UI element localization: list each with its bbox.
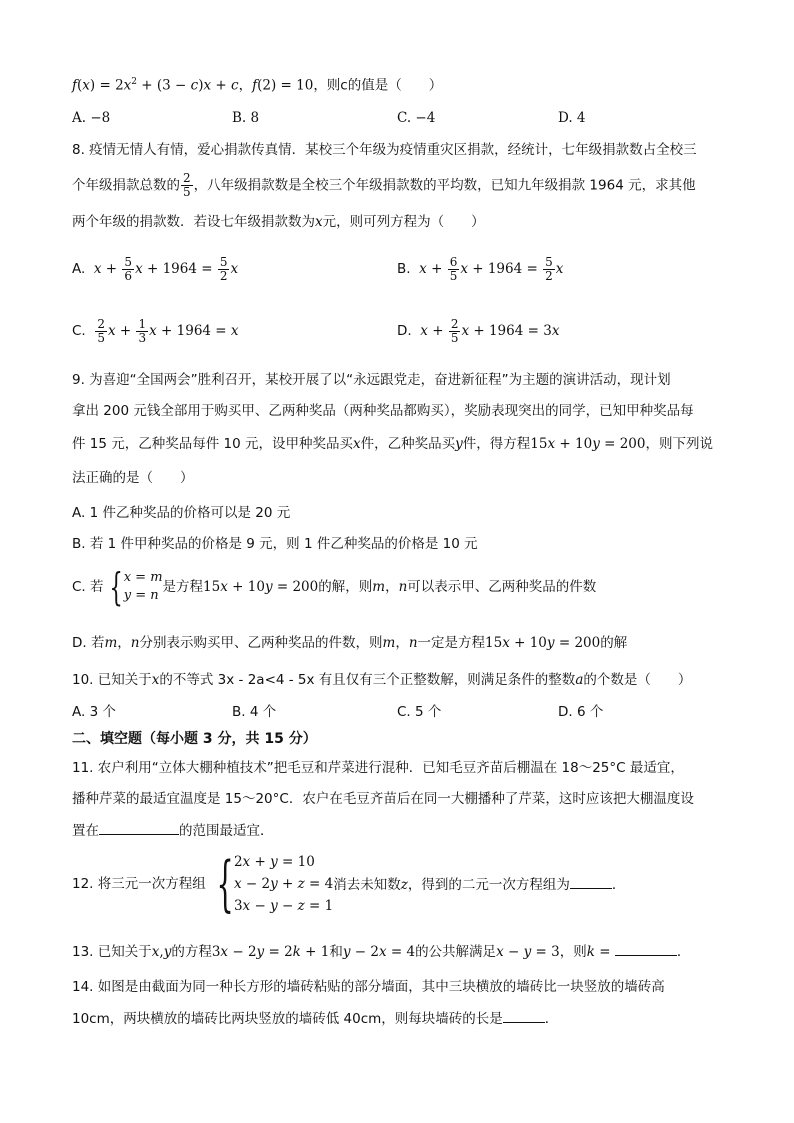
q7-option-c[interactable]: C. −4 (397, 110, 436, 126)
q8-option-b-label: B. (397, 261, 411, 277)
q9-line2: 拿出 200 元钱全部用于购买甲、乙两种奖品（两种奖品都购买），奖励表现突出的同学，已知甲种奖品每 (72, 403, 694, 419)
q8-line3: 两个年级的捐款数．若设七年级捐款数为x元，则可列方程为（ ） (72, 214, 485, 230)
q10-stem-mid: 的不等式 3x - 2a<4 - 5x 有且仅有三个正整数解，则满足条件的整数 (159, 672, 576, 688)
q13-stem-end: ． (676, 944, 691, 960)
q14-line2-post: ． (544, 1011, 559, 1027)
q10-stem: 10. 已知关于x的不等式 3x - 2a<4 - 5x 有且仅有三个正整数解，则满足条件的整数a的个数是（ ） (72, 672, 692, 688)
q7-stem: $f(x) = 2x^2 + (3 - c)x + c$，f(2) = 10，则c的值是（ ） (72, 77, 443, 94)
q9-line3-b: 件，乙种奖品买 (360, 436, 456, 452)
q8-line2 (72, 172, 696, 199)
q9-line3: 件 15 元，乙种奖品每件 10 元，设甲种奖品买x件，乙种奖品买y件，得方程15x + 10y = 200，则下列说 (72, 436, 713, 452)
q10-option-d[interactable]: D. 6 个 (558, 704, 604, 720)
q7-stem-tail: ，则c的值是（ ） (313, 77, 443, 94)
q8-line2-pre: 个年级捐款总数的 (72, 177, 180, 194)
q8-line2-post: ，八年级捐款数是全校三个年级捐款数的平均数，已知九年级捐款 1964 元，求其他 (193, 177, 696, 194)
q12-stem-pre: 12. 将三元一次方程组 (72, 876, 206, 892)
q9-option-c-mid: 是方程 (162, 579, 204, 595)
q10-stem-pre: 10. 已知关于 (72, 672, 152, 688)
q9-option-c-post1: 的解，则 (318, 579, 373, 595)
q8-option-a-label: A. (72, 261, 86, 277)
q12-stem-post-a: 消去未知数 (333, 876, 401, 893)
q13-stem: 13. 已知关于x,y的方程3x − 2y = 2k + 1和y − 2x = 4的公共解满足x − y = 3，则k = ． (72, 941, 690, 962)
q8-line1: 8. 疫情无情人有情，爱心捐款传真情．某校三个年级为疫情重灾区捐款，经统计，七年级捐款数占全校三 (72, 142, 697, 158)
q14-line1: 14. 如图是由截面为同一种长方形的墙砖粘贴的部分墙面，其中三块横放的墙砖比一块竖放的墙砖高 (72, 979, 665, 995)
q9-option-d-mid2: 一定是方程 (417, 635, 486, 651)
q9-option-d-post: 的解 (600, 635, 628, 651)
q9-option-c[interactable]: C. 若 { x = m y = n 是方程15x + 10y = 200的解，则m，n可以表示甲、乙两种奖品的件数 (72, 565, 597, 609)
q7-option-d[interactable]: D. 4 (558, 110, 586, 126)
q9-option-d[interactable]: D. 若m，n分别表示购买甲、乙两种奖品的件数，则m，n一定是方程15x + 10y = 200的解 (72, 635, 628, 651)
q9-option-d-pre: D. 若 (72, 635, 105, 651)
q8-option-c-label: C. (72, 323, 86, 339)
q8-option-d[interactable]: D. x + $\frac{2}{5}$ x + 1964 = 3x (397, 317, 560, 345)
q9-option-b[interactable]: B. 若 1 件甲种奖品的价格是 9 元，则 1 件乙种奖品的价格是 10 元 (72, 536, 478, 552)
q8-option-b[interactable]: B. x + $\frac{6}{5}$ x + 1964 = $\frac{5}{2}$ x (397, 255, 564, 283)
q11-line3-post: 的范围最适宜． (179, 823, 274, 839)
q13-stem-pre: 13. 已知关于 (72, 944, 152, 960)
q9-line1: 9. 为喜迎“全国两会”胜利召开，某校开展了以“永远跟党走，奋进新征程”为主题的演讲活动，现计划 (72, 372, 671, 388)
q11-answer-blank[interactable] (99, 820, 179, 835)
q10-option-a[interactable]: A. 3 个 (72, 704, 116, 720)
q11-line3-pre: 置在 (72, 823, 99, 839)
section-heading-fill-in: 二、填空题（每小题 3 分，共 15 分） (72, 731, 317, 747)
q12-stem-end: ． (611, 876, 626, 893)
q13-stem-mid1: 的方程 (171, 944, 212, 960)
q9-option-c-post2: 可以表示甲、乙两种奖品的件数 (407, 579, 597, 595)
q12-stem: 12. 将三元一次方程组 { 2x + y = 10 x − 2y + z = 4 3x − y − z = 1 消去未知数z，得到的二元一次方程组为 ． (72, 849, 626, 919)
q9-option-c-system: { x = m y = n (108, 565, 163, 609)
q14-answer-blank[interactable] (503, 1008, 545, 1023)
q8-line3-pre: 两个年级的捐款数．若设七年级捐款数为 (72, 214, 315, 230)
q13-stem-mid3: 的公共解满足 (415, 944, 497, 960)
q7-option-b[interactable]: B. 8 (232, 110, 260, 126)
q13-stem-mid4: ，则 (559, 944, 587, 960)
q8-option-c[interactable]: C. $\frac{2}{5}$ x + $\frac{1}{3}$ x + 1964 = x (72, 317, 239, 345)
q8-line3-post: 元，则可列方程为（ ） (322, 214, 485, 230)
q11-line1: 11. 农户利用“立体大棚种植技术”把毛豆和芹菜进行混种．已知毛豆齐苗后棚温在 18～25°C 最适宜， (72, 760, 684, 776)
q9-line3-c: 件，得方程 (462, 436, 531, 452)
q7-option-a[interactable]: A. −8 (72, 110, 111, 126)
q9-option-d-mid: 分别表示购买甲、乙两种奖品的件数，则 (139, 635, 383, 651)
q12-stem-post-b: ，得到的二元一次方程组为 (407, 876, 570, 893)
q13-answer-blank[interactable] (615, 941, 677, 956)
q11-line2: 播种芹菜的最适宜温度是 15～20°C．农户在毛豆齐苗后在同一大棚播种了芹菜，这时应该把大棚温度设 (72, 791, 694, 807)
q10-option-b[interactable]: B. 4 个 (232, 704, 277, 720)
q9-line4: 法正确的是（ ） (72, 470, 194, 486)
q10-option-c[interactable]: C. 5 个 (397, 704, 442, 720)
q10-stem-post: 的个数是（ ） (583, 672, 692, 688)
q8-option-a[interactable]: A. x + $\frac{5}{6}$ x + 1964 = $\frac{5}{2}$ x (72, 255, 239, 283)
q12-answer-blank[interactable] (570, 874, 612, 889)
q9-option-c-pre: C. 若 (72, 579, 104, 595)
q14-line2-pre: 10cm，两块横放的墙砖比两块竖放的墙砖低 40cm，则每块墙砖的长是 (72, 1011, 503, 1027)
q8-option-d-label: D. (397, 323, 412, 339)
q9-line3-a: 件 15 元，乙种奖品每件 10 元，设甲种奖品买 (72, 436, 354, 452)
q13-stem-mid2: 和 (329, 944, 343, 960)
q8-fraction-two-fifths: $\frac{2}{5}$ (183, 171, 191, 199)
q9-option-a[interactable]: A. 1 件乙种奖品的价格可以是 20 元 (72, 505, 291, 521)
q11-line3 (72, 820, 274, 841)
q14-line2 (72, 1008, 558, 1029)
q12-system: { 2x + y = 10 x − 2y + z = 4 3x − y − z = 1 (216, 849, 334, 919)
q9-line3-d: ，则下列说 (645, 436, 713, 452)
